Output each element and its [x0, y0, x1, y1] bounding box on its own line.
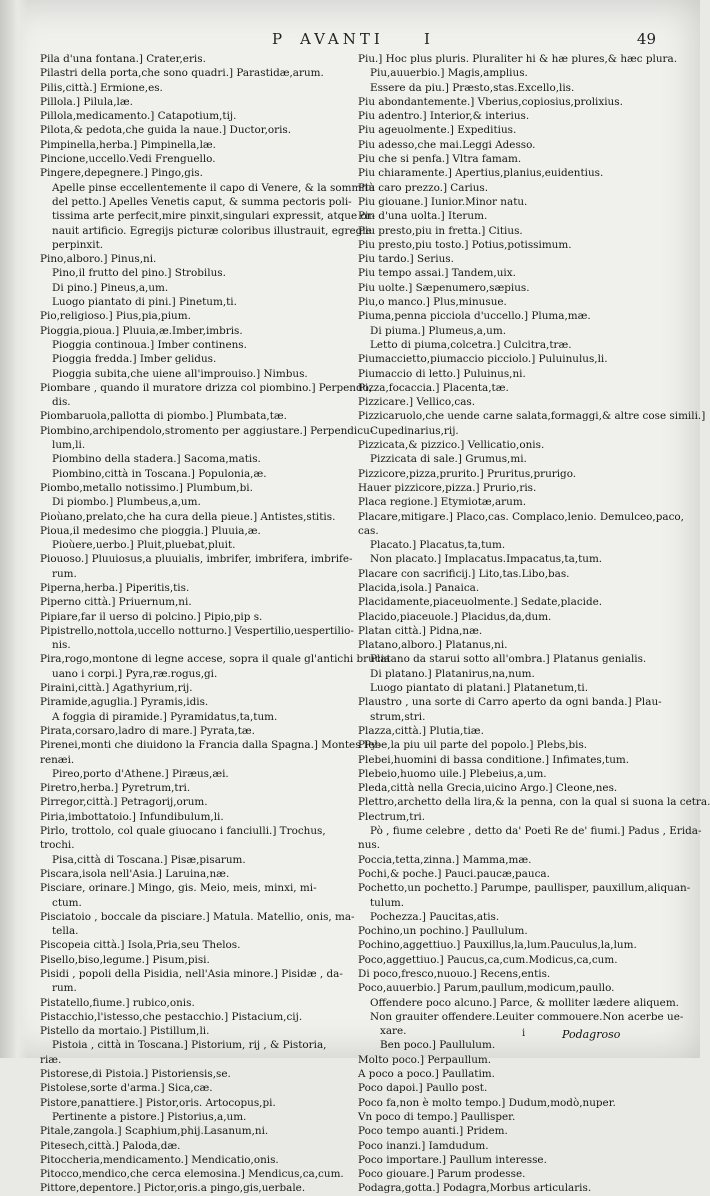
dictionary-line: Pirenei,monti che diuidono la Francia dalla Spagna.] Montes Py-	[40, 739, 381, 752]
dictionary-line: Pio,religioso.] Pius,pia,pium.	[40, 310, 191, 323]
dictionary-line: Pisello,biso,legume.] Pisum,pisi.	[40, 953, 210, 966]
dictionary-line: Pistello da mortaio.] Pistillum,li.	[40, 1025, 210, 1038]
dictionary-line: rum.	[52, 982, 77, 995]
dictionary-line: Piu tempo assai.] Tandem,uix.	[358, 267, 516, 280]
dictionary-line: Platano,alboro.] Platanus,ni.	[358, 639, 508, 652]
dictionary-line: Platan città.] Pidna,næ.	[358, 624, 483, 637]
dictionary-line: A foggia di piramide.] Pyramidatus,ta,tum.	[52, 710, 278, 723]
dictionary-line: trochi.	[40, 839, 75, 852]
dictionary-line: Pipistrello,nottola,uccello notturno.] Vespertilio,uespertilio-	[40, 624, 354, 637]
dictionary-line: Pino,alboro.] Pinus,ni.	[40, 253, 157, 266]
dictionary-line: Piu caro prezzo.] Carius.	[358, 181, 489, 194]
dictionary-line: tella.	[52, 925, 79, 938]
dictionary-line: renæi.	[40, 753, 75, 766]
dictionary-line: nis.	[52, 639, 71, 652]
dictionary-line: Piretro,herba.] Pyretrum,tri.	[40, 782, 191, 795]
dictionary-line: Pimpinella,herba.] Pimpinella,læ.	[40, 138, 216, 151]
dictionary-line: rum.	[52, 567, 77, 580]
dictionary-line: perpinxit.	[52, 238, 104, 251]
dictionary-line: Pincione,uccello.Vedi Frenguello.	[40, 153, 216, 166]
dictionary-line: Luogo piantato di pini.] Pinetum,ti.	[52, 296, 237, 309]
dictionary-line: lum,li.	[52, 439, 86, 452]
dictionary-line: Pò , fiume celebre , detto da' Poeti Re de' fiumi.] Padus , Erida-	[370, 825, 702, 838]
dictionary-line: Piperna,herba.] Piperitis,tis.	[40, 581, 190, 594]
dictionary-line: Pioggia,pioua.] Pluuia,æ.Imber,imbris.	[40, 324, 243, 337]
dictionary-line: Piu presto,piu in fretta.] Citius.	[358, 224, 523, 237]
dictionary-line: Di piuma.] Plumeus,a,um.	[370, 324, 507, 337]
dictionary-line: Pochezza.] Paucitas,atis.	[370, 910, 500, 923]
dictionary-line: Piu ageuolmente.] Expeditius.	[358, 124, 517, 137]
dictionary-line: Pingere,depegnere.] Pingo,gis.	[40, 167, 203, 180]
dictionary-line: Pochetto,un pochetto.] Parumpe, paullisper, pauxillum,aliquan-	[358, 882, 691, 895]
dictionary-line: Piperno città.] Priuernum,ni.	[40, 596, 192, 609]
running-header	[0, 30, 700, 52]
dictionary-line: Poco fa,non è molto tempo.] Dudum,modò,nuper.	[358, 1096, 616, 1109]
dictionary-line: Piombaruola,pallotta di piombo.] Plumbata,tæ.	[40, 410, 287, 423]
dictionary-line: A poco a poco.] Paullatim.	[358, 1068, 495, 1081]
dictionary-column-right	[358, 52, 710, 1196]
dictionary-line: Pioggia continoua.] Imber continens.	[52, 338, 247, 351]
dictionary-line: Pizza,focaccia.] Placenta,tæ.	[358, 381, 509, 394]
dictionary-line: Pitesech,città.] Paloda,dæ.	[40, 1139, 181, 1152]
dictionary-line: Piombino,città in Toscana.] Populonia,æ.	[52, 467, 267, 480]
dictionary-line: Placare con sacrificij.] Lito,tas.Libo,bas.	[358, 567, 570, 580]
dictionary-line: Piombare , quando il muratore drizza col piombino.] Perpendo,	[40, 381, 373, 394]
dictionary-line: riæ.	[40, 1053, 62, 1066]
dictionary-line: Plebei,huomini di bassa conditione.] Infimates,tum.	[358, 753, 630, 766]
dictionary-line: Pittore,depentore.] Pictor,oris.a pingo,gis,uerbale.	[40, 1182, 306, 1195]
dictionary-line: Apelle pinse eccellentemente il capo di Venere, & la sommità	[52, 181, 375, 194]
dictionary-line: Pochino,un pochino.] Paullulum.	[358, 925, 528, 938]
dictionary-line: Poccia,tetta,zinna.] Mamma,mæ.	[358, 853, 532, 866]
dictionary-line: Piu,o manco.] Plus,minusue.	[358, 296, 507, 309]
dictionary-line: Pioggia subita,che uiene all'improuiso.] Nimbus.	[52, 367, 308, 380]
dictionary-line: Pillola,medicamento.] Catapotium,tij.	[40, 110, 237, 123]
dictionary-line: Poco inanzi.] Iamdudum.	[358, 1139, 489, 1152]
dictionary-line: Pilastri della porta,che sono quadri.] Parastidæ,arum.	[40, 67, 324, 80]
dictionary-line: Molto poco.] Perpaullum.	[358, 1053, 492, 1066]
dictionary-line: Luogo piantato di platani.] Platanetum,ti.	[370, 682, 589, 695]
dictionary-line: Piombino,archipendolo,stromento per aggiustare.] Perpendicu-	[40, 424, 374, 437]
dictionary-line: Pizzicata di sale.] Grumus,mi.	[370, 453, 527, 466]
dictionary-line: Pira,rogo,montone di legne accese, sopra il quale gl'antichi brucia	[40, 653, 391, 666]
dictionary-line: Offendere poco alcuno.] Parce, & molliter lædere aliquem.	[370, 996, 679, 1009]
dictionary-line: Piraini,città.] Agathyrium,rij.	[40, 682, 193, 695]
dictionary-line: Pisciare, orinare.] Mingo, gis. Meio, meis, minxi, mi-	[40, 882, 317, 895]
dictionary-line: Piscopeia città.] Isola,Pria,seu Thelos.	[40, 939, 241, 952]
dictionary-line: Vn poco di tempo.] Paullisper.	[358, 1110, 516, 1123]
dictionary-line: Piouoso.] Pluuiosus,a pluuialis, imbrifer, imbrifera, imbrife-	[40, 553, 353, 566]
dictionary-line: ctum.	[52, 896, 82, 909]
dictionary-line: Placa regione.] Etymiotæ,arum.	[358, 496, 526, 509]
dictionary-line: Podagra,gotta.] Podagra,Morbus articularis.	[358, 1182, 592, 1195]
dictionary-line: Plazza,città.] Plutia,tiæ.	[358, 724, 484, 737]
dictionary-line: tissima arte perfecit,mire pinxit,singulari expressit, atque or-	[52, 210, 376, 223]
dictionary-line: Piu abondantemente.] Vberius,copiosius,prolixius.	[358, 95, 623, 108]
dictionary-line: Pistolese,sorte d'arma.] Sica,cæ.	[40, 1082, 213, 1095]
dictionary-line: Pireo,porto d'Athene.] Piræus,æi.	[52, 767, 229, 780]
dictionary-line: Pioggia fredda.] Imber gelidus.	[52, 353, 217, 366]
dictionary-line: strum,stri.	[370, 710, 426, 723]
dictionary-line: Pitoccheria,mendicamento.] Mendicatio,onis.	[40, 1153, 279, 1166]
dictionary-line: Pisidi , popoli della Pisidia, nell'Asia minore.] Pisidæ , da-	[40, 968, 343, 980]
dictionary-line: Pizzicore,pizza,prurito.] Pruritus,prurigo.	[358, 467, 577, 480]
dictionary-line: Piu,auuerbio.] Magis,amplius.	[370, 67, 528, 80]
dictionary-line: dis.	[52, 396, 71, 409]
dictionary-line: Non grauiter offendere.Leuiter commouere.Non acerbe ue-	[370, 1010, 684, 1023]
dictionary-line: Pipiare,far il uerso di polcino.] Pipio,pip s.	[40, 610, 263, 623]
header-title: AVANTI	[300, 30, 384, 48]
dictionary-line: Poco dapoi.] Paullo post.	[358, 1082, 488, 1095]
dictionary-line: Di platano.] Platanirus,na,num.	[370, 667, 535, 680]
header-letter-left: P	[272, 30, 284, 48]
dictionary-line: Platano da starui sotto all'ombra.] Platanus genialis.	[370, 653, 647, 666]
dictionary-line: Pizzicare.] Vellico,cas.	[358, 396, 476, 409]
dictionary-line: Hauer pizzicore,pizza.] Prurio,ris.	[358, 481, 537, 494]
dictionary-line: Placido,piaceuole.] Placidus,da,dum.	[358, 610, 552, 623]
dictionary-line: Non placato.] Implacatus.Impacatus,ta,tum.	[370, 553, 603, 566]
dictionary-line: Di pino.] Pineus,a,um.	[52, 281, 169, 294]
dictionary-line: Piramide,aguglia.] Pyramis,idis.	[40, 696, 209, 709]
dictionary-line: Poco tempo auanti.] Pridem.	[358, 1125, 508, 1138]
dictionary-line: Pistoia , città in Toscana.] Pistorium, rij , & Pistoria,	[52, 1039, 327, 1052]
dictionary-line: Pila d'una fontana.] Crater,eris.	[40, 53, 206, 65]
dictionary-line: Piumaccio di letto.] Puluinus,ni.	[358, 367, 526, 380]
dictionary-line: uano i corpi.] Pyra,ræ.rogus,gi.	[52, 667, 218, 680]
dictionary-line: Pistatello,fiume.] rubico,onis.	[40, 996, 195, 1009]
dictionary-line: Piumaccietto,piumaccio picciolo.] Puluinulus,li.	[358, 353, 608, 366]
dictionary-line: Pino,il frutto del pino.] Strobilus.	[52, 267, 226, 280]
dictionary-line: Placidamente,piaceuolmente.] Sedate,placide.	[358, 596, 603, 609]
dictionary-line: Placato.] Placatus,ta,tum.	[370, 539, 506, 552]
dictionary-line: Di piombo.] Plumbeus,a,um.	[52, 496, 201, 509]
dictionary-line: Pilis,città.] Ermione,es.	[40, 81, 163, 94]
dictionary-line: nus.	[358, 839, 381, 852]
dictionary-line: Pirata,corsaro,ladro di mare.] Pyrata,tæ.	[40, 724, 255, 737]
dictionary-line: Placida,isola.] Panaica.	[358, 581, 480, 594]
dictionary-line: Plebe,la piu uil parte del popolo.] Plebs,bis.	[358, 739, 588, 752]
dictionary-line: Piu chiaramente.] Apertius,planius,euidentius.	[358, 167, 604, 180]
dictionary-line: Placare,mitigare.] Placo,cas. Complaco,lenio. Demulceo,paco,	[358, 510, 684, 523]
dictionary-line: Piuma,penna picciola d'uccello.] Pluma,mæ.	[358, 310, 591, 323]
dictionary-line: Piscara,isola nell'Asia.] Laruina,næ.	[40, 867, 230, 880]
dictionary-line: cas.	[358, 524, 379, 537]
dictionary-line: Piu adesso,che mai.Leggi Adesso.	[358, 138, 536, 151]
dictionary-line: Plebeio,huomo uile.] Plebeius,a,um.	[358, 767, 547, 780]
dictionary-line: Pochino,aggettiuo.] Pauxillus,la,lum.Pauculus,la,lum.	[358, 939, 637, 952]
dictionary-line: Pillola.] Pilula,læ.	[40, 95, 133, 108]
dictionary-line: Piu tardo.] Serius.	[358, 253, 454, 266]
dictionary-line: Piombo,metallo notissimo.] Plumbum,bi.	[40, 481, 253, 494]
dictionary-line: Pioùano,prelato,che ha cura della pieue.] Antistes,stitis.	[40, 510, 336, 523]
dictionary-line: Piu.] Hoc plus pluris. Pluraliter hi & hæ plures,& hæc plura.	[358, 53, 678, 65]
dictionary-line: Pioùere,uerbo.] Pluit,pluebat,pluit.	[52, 539, 236, 552]
dictionary-line: nauit artificio. Egregijs picturæ coloribus illustrauit, egregie	[52, 224, 372, 237]
dictionary-line: Pisciatoio , boccale da pisciare.] Matula. Matellio, onis, ma-	[40, 910, 355, 923]
dictionary-line: Pioua,il medesimo che pioggia.] Pluuia,æ.	[40, 524, 261, 537]
dictionary-line: Piu giouane.] Iunior.Minor natu.	[358, 195, 528, 208]
header-letter-right: I	[424, 30, 430, 48]
dictionary-line: Piu presto,piu tosto.] Potius,potissimum.	[358, 238, 572, 251]
dictionary-line: Poco importare.] Paullum interesse.	[358, 1153, 547, 1166]
dictionary-line: Piombino della stadera.] Sacoma,matis.	[52, 453, 261, 466]
page-footer	[0, 1028, 700, 1048]
signature-mark: i	[522, 1028, 526, 1039]
dictionary-line: Poco,auuerbio.] Parum,paullum,modicum,paullo.	[358, 982, 615, 995]
dictionary-line: Pistorese,di Pistoia.] Pistoriensis,se.	[40, 1068, 231, 1081]
dictionary-line: del petto.] Apelles Venetis caput, & summa pectoris poli-	[52, 195, 352, 208]
dictionary-line: tulum.	[370, 896, 405, 909]
dictionary-line: Plectrum,tri.	[358, 810, 426, 823]
dictionary-line: Piu adentro.] Interior,& interius.	[358, 110, 530, 123]
page-gutter-shadow	[0, 0, 28, 1058]
dictionary-line: Piu uolte.] Sæpenumero,sæpius.	[358, 281, 530, 294]
catchword: Podagroso	[562, 1028, 621, 1041]
dictionary-line: xare.	[380, 1025, 407, 1038]
dictionary-line: Pirregor,città.] Petragorij,orum.	[40, 796, 208, 809]
dictionary-line: Pitocco,mendico,che cerca elemosina.] Mendicus,ca,cum.	[40, 1168, 344, 1181]
dictionary-line: Piu d'una uolta.] Iterum.	[358, 210, 488, 223]
dictionary-line: Plettro,archetto della lira,& la penna, con la qual si suona la cetra.	[358, 796, 710, 809]
dictionary-line: Pizzicaruolo,che uende carne salata,formaggi,& altre cose simili.]	[358, 410, 706, 423]
dictionary-line: Pertinente a pistore.] Pistorius,a,um.	[52, 1110, 247, 1123]
dictionary-line: Pizzicata,& pizzico.] Vellicatio,onis.	[358, 439, 545, 452]
dictionary-line: Pleda,città nella Grecia,uicino Argo.] Cleone,nes.	[358, 782, 618, 795]
dictionary-line: Pitale,zangola.] Scaphium,phij.Lasanum,ni.	[40, 1125, 269, 1138]
dictionary-line: Poco,aggettiuo.] Paucus,ca,cum.Modicus,ca,cum.	[358, 953, 618, 966]
dictionary-line: Ben poco.] Paullulum.	[380, 1039, 496, 1052]
dictionary-line: Pistacchio,l'istesso,che pestacchio.] Pistacium,cij.	[40, 1010, 303, 1023]
dictionary-line: Piu che si penfa.] Vltra famam.	[358, 153, 522, 166]
dictionary-line: Letto di piuma,colcetra.] Culcitra,træ.	[370, 338, 572, 351]
dictionary-line: Plaustro , una sorte di Carro aperto da ogni banda.] Plau-	[358, 696, 662, 709]
dictionary-line: Piria,imbottatoio.] Infundibulum,li.	[40, 810, 224, 823]
dictionary-line: Cupedinarius,rij.	[370, 424, 459, 437]
dictionary-line: Di poco,fresco,nuouo.] Recens,entis.	[358, 968, 551, 980]
dictionary-line: Pirlo, trottolo, col quale giuocano i fanciulli.] Trochus,	[40, 825, 326, 838]
dictionary-line: Essere da piu.] Præsto,stas.Excello,lis.	[370, 81, 575, 94]
dictionary-line: Pistore,panattiere.] Pistor,oris. Artocopus,pi.	[40, 1096, 276, 1109]
dictionary-line: Pisa,città di Toscana.] Pisæ,pisarum.	[52, 853, 246, 866]
dictionary-line: Poco giouare.] Parum prodesse.	[358, 1168, 526, 1181]
dictionary-line: Pilota,& pedota,che guida la naue.] Ductor,oris.	[40, 124, 292, 137]
page-number: 49	[636, 30, 656, 48]
dictionary-line: Pochi,& poche.] Pauci.paucæ,pauca.	[358, 867, 550, 880]
